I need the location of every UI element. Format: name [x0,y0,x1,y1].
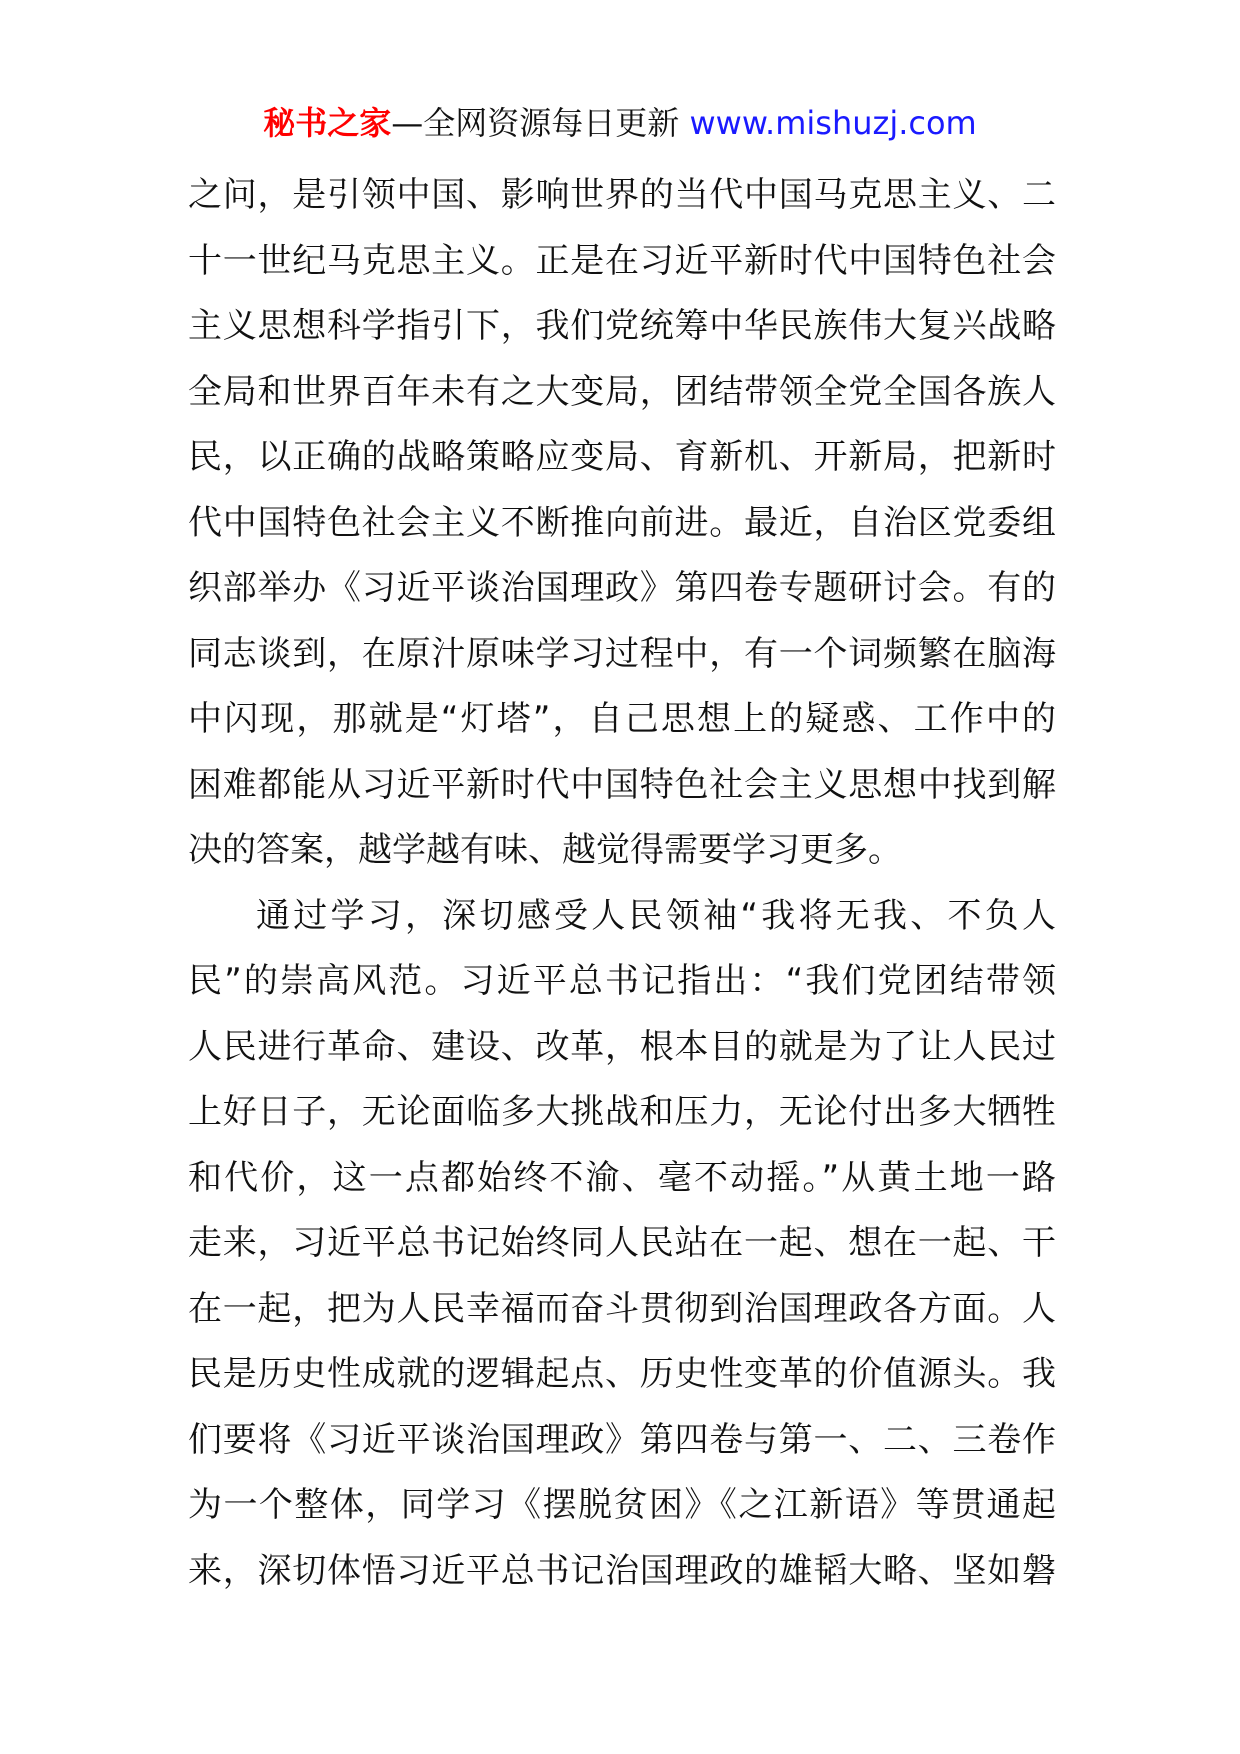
text-line: 在一起，把为人民幸福而奋斗贯彻到治国理政各方面。人 [188,1288,1056,1329]
text-line: 民是历史性成就的逻辑起点、历史性变革的价值源头。我 [188,1354,1056,1394]
page-header [0,100,1240,146]
text-line: 通过学习，深切感受人民领袖“我将无我、不负人 [256,895,1056,936]
text-line: 同志谈到，在原汁原味学习过程中，有一个词频繁在脑海 [188,633,1056,674]
text-line: 人民进行革命、建设、改革，根本目的就是为了让人民过 [188,1026,1056,1067]
text-line: 为一个整体，同学习《摆脱贫困》《之江新语》等贯通起 [188,1485,1056,1525]
text-line: 和代价，这一点都始终不渝、毫不动摇。”从黄土地一路 [188,1157,1056,1198]
header-site-link[interactable]: www.mishuzj.com [689,104,977,142]
text-line: 代中国特色社会主义不断推向前进。最近，自治区党委组 [188,502,1056,543]
text-line: 民，以正确的战略策略应变局、育新机、开新局，把新时 [188,437,1056,477]
text-line: 全局和世界百年未有之大变局，团结带领全党全国各族人 [188,371,1056,412]
text-line: 决的答案，越学越有味、越觉得需要学习更多。 [188,830,902,870]
document-body [188,163,1056,1604]
text-line: 织部举办《习近平谈治国理政》第四卷专题研讨会。有的 [188,568,1056,608]
header-tagline: —全网资源每日更新 [391,104,680,142]
paragraph [188,163,1056,884]
text-line: 来，深切体悟习近平总书记治国理政的雄韬大略、坚如磐 [188,1550,1056,1591]
header-brand: 秘书之家 [263,104,392,142]
text-line: 困难都能从习近平新时代中国特色社会主义思想中找到解 [188,764,1056,805]
text-line: 之问，是引领中国、影响世界的当代中国马克思主义、二 [188,175,1056,215]
text-line: 们要将《习近平谈治国理政》第四卷与第一、二、三卷作 [188,1419,1056,1460]
paragraph [188,884,1056,1605]
text-line: 走来，习近平总书记始终同人民站在一起、想在一起、干 [188,1223,1056,1263]
text-line: 主义思想科学指引下，我们党统筹中华民族伟大复兴战略 [188,306,1056,346]
text-line: 中闪现，那就是“灯塔”，自己思想上的疑惑、工作中的 [188,699,1056,739]
text-line: 十一世纪马克思主义。正是在习近平新时代中国特色社会 [188,240,1056,281]
text-line: 上好日子，无论面临多大挑战和压力，无论付出多大牺牲 [188,1092,1056,1132]
text-line: 民”的崇高风范。习近平总书记指出：“我们党团结带领 [188,961,1056,1001]
